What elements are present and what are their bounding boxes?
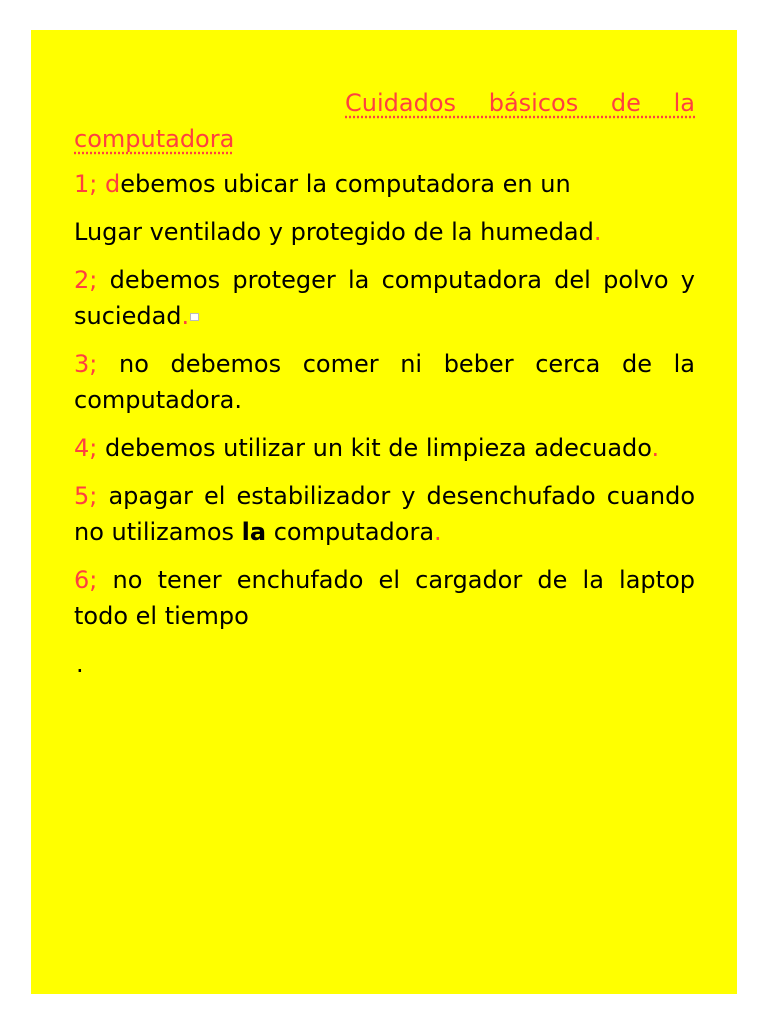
item-text: no debemos comer ni beber cerca de la computadora. [74,350,696,414]
item-text: Lugar ventilado y protegido de la humedad [74,218,594,246]
item-1-continued [74,214,695,250]
item-text-after: computadora [266,518,435,546]
item-1 [74,166,695,202]
formatting-mark-icon [190,313,199,321]
item-end-period: . [181,302,190,330]
item-text: no tener enchufado el cargador de la laptop todo el tiempo [74,566,695,630]
item-number: 1; [74,170,105,198]
item-end-period: . [434,518,442,546]
trailing-period: . [76,650,84,678]
item-end-period: . [651,434,660,462]
item-6 [74,562,695,634]
document-title [74,85,695,157]
item-3 [74,346,695,418]
item-4 [74,430,695,466]
item-number: 3; [74,350,119,378]
item-2 [74,262,695,334]
item-text: debemos utilizar un kit de limpieza adecuado [104,434,652,462]
item-number: 4; [74,434,105,462]
document-content [74,85,695,694]
item-number: 2; [74,266,110,294]
item-number: 6; [74,566,113,594]
title-line-2: computadora [74,125,235,153]
title-line-1: Cuidados básicos de la [345,89,695,117]
item-text: apagar el estabilizador y desenchufado cuando no utilizamos [74,482,696,546]
item-number: 5; [74,482,109,510]
item-text: debemos proteger la computadora del polvo y suciedad [74,266,696,330]
item-5 [74,478,695,550]
document-page [31,30,737,994]
item-end-period: . [593,218,602,246]
item-bold-text: la [241,518,267,546]
item-text: ebemos ubicar la computadora en un [120,170,571,198]
item-first-letter: d [104,170,121,198]
